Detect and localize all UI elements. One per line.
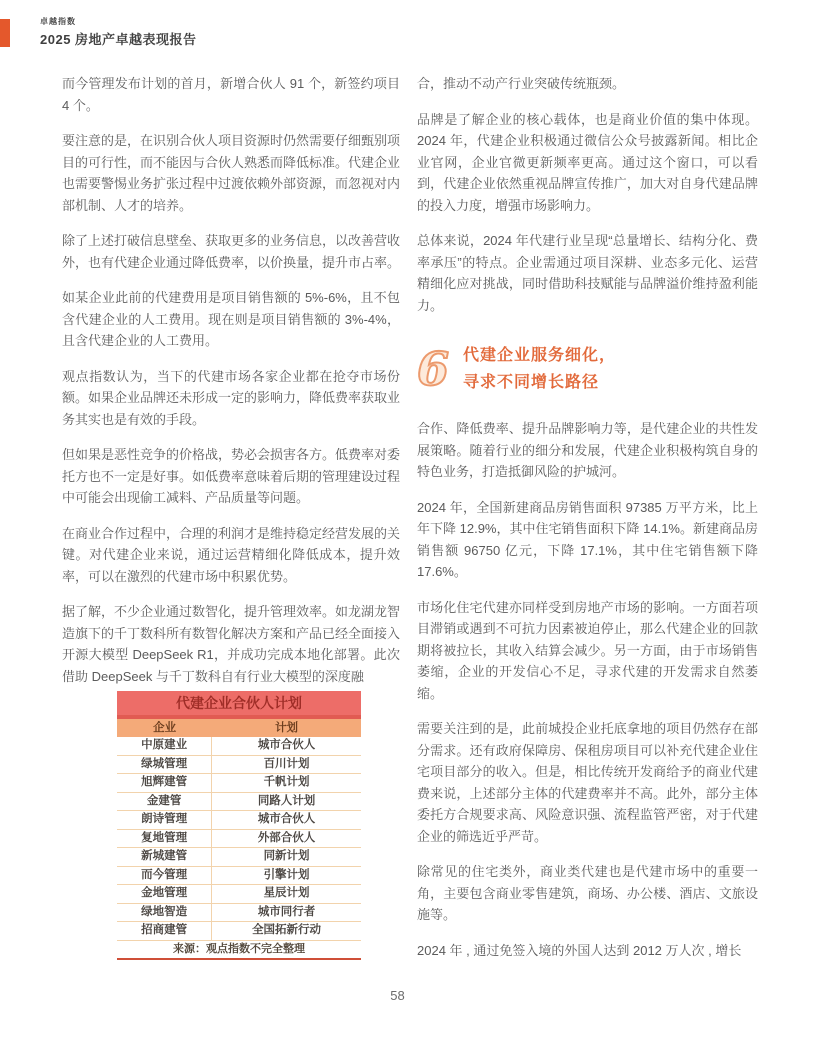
- table-row: [117, 774, 361, 793]
- table-header-company: 企业: [153, 722, 177, 734]
- paragraph: 2024 年 , 通过免签入境的外国人达到 2012 万人次 , 增长: [417, 942, 742, 958]
- table-row: [117, 756, 361, 775]
- table-cell-company: 招商建管: [117, 922, 212, 940]
- paragraph: 除常见的住宅类外，商业类代建也是代建市场中的重要一角，主要包含商业零售建筑，商场、办公楼、酒店、文旅设施等。: [417, 864, 758, 922]
- table-cell-company: 绿地智造: [117, 904, 212, 922]
- paragraph: 在商业合作过程中，合理的利润才是维持稳定经营发展的关键。对代建企业来说，通过运营精细化降低成本，提升效率，可以在激烈的代建市场中积累优势。: [62, 525, 401, 584]
- table-cell-company: 旭辉建管: [117, 774, 212, 792]
- table-cell-plan: 星辰计划: [263, 887, 310, 899]
- paragraph: 品牌是了解企业的核心载体，也是商业价值的集中体现。2024 年，代建企业积极通过微信公众号披露新闻。相比企业官网，企业官微更新频率更高。通过这个窗口，可以看到，代建企业依然重视品牌宣传推广，加大对自身代建品牌的投入力度，增强市场影响力。: [417, 111, 758, 213]
- brand-series-label: 卓越指数: [40, 17, 76, 26]
- paragraph: 需要关注到的是，此前城投企业托底拿地的项目仍然存在部分需求。还有政府保障房、保租房项目可以补充代建企业住宅项目部分的收入。但是，相比传统开发商给予的商业代建费来说，上述部分主体的代建费率并不高。此外，部分主体委托方合规要求高、风险意识强、流程监管严密，对于代建企业的筛选近乎严苛。: [417, 721, 758, 844]
- right-column: [417, 73, 758, 975]
- table-header-row: [117, 719, 361, 737]
- table-row: [117, 737, 361, 756]
- paragraph: 市场化住宅代建亦同样受到房地产市场的影响。一方面若项目滞销或遇到不可抗力因素被迫停止，那么代建企业的回款期将被拉长，其收入结算会减少。另一方面，由于市场销售萎缩，企业的开发信心不足，寻求代建的开发需求自然萎缩。: [417, 599, 758, 701]
- table-cell-company: 中原建业: [117, 737, 212, 755]
- paragraph: 据了解，不少企业通过数智化，提升管理效率。如龙湖龙智造旗下的千丁数科所有数智化解决方案和产品已经全面接入开源大模型 DeepSeek R1，并成功完成本地化部署。此次借助 DeepSeek 与千丁数科自有行业大模型的深度融: [62, 604, 401, 684]
- table-row: [117, 922, 361, 941]
- table-row: [117, 885, 361, 904]
- page-number: 58: [390, 988, 405, 1003]
- table-cell-company: 而今管理: [117, 867, 212, 885]
- left-column: [62, 73, 400, 701]
- paragraph: 但如果是恶性竞争的价格战，势必会损害各方。低费率对委托方也不一定是好事。如低费率意味着后期的管理建设过程中可能会出现偷工减料、产品质量等问题。: [62, 447, 401, 505]
- table-cell-plan: 引擎计划: [263, 868, 310, 881]
- paragraph: 观点指数认为，当下的代建市场各家企业都在抢夺市场份额。如果企业品牌还未形成一定的影响力，降低费率获取业务其实也是有效的手段。: [62, 368, 401, 427]
- paragraph: 2024 年，全国新建商品房销售面积 97385 万平方米，比上年下降 12.9%，其中住宅销售面积下降 14.1%。新建商品房销售额 96750 亿元，下降 17.1%，其中住宅销售额下降 17.6%。: [417, 499, 758, 579]
- paragraph: 总体来说，2024 年代建行业呈现“总量增长、结构分化、费率承压”的特点。企业需通过项目深耕、业态多元化、运营精细化应对挑战，同时借助科技赋能与品牌溢价维持盈利能力。: [417, 233, 758, 313]
- paragraph: 而今管理发布计划的首月，新增合伙人 91 个，新签约项目 4 个。: [62, 76, 400, 113]
- report-header: [40, 16, 197, 48]
- table-row: [117, 811, 361, 830]
- paragraph: 合，推动不动产行业突破传统瓶颈。: [417, 76, 626, 91]
- table-cell-plan: 城市同行者: [257, 905, 316, 918]
- table-row: [117, 848, 361, 867]
- table-cell-plan: 外部合伙人: [257, 831, 316, 844]
- report-title: 2025 房地产卓越表现报告: [40, 32, 197, 47]
- table-cell-company: 金地管理: [117, 885, 212, 903]
- paragraph: 除了上述打破信息壁垒、获取更多的业务信息，以改善营收外，也有代建企业通过降低费率，以价换量，提升市占率。: [62, 233, 401, 270]
- table-title: 代建企业合伙人计划: [117, 691, 361, 719]
- table-cell-company: 朗诗管理: [117, 811, 212, 829]
- table-cell-plan: 城市合伙人: [257, 739, 316, 751]
- table-cell-company: 复地管理: [117, 830, 212, 848]
- paragraph: 合作、降低费率、提升品牌影响力等，是代建企业的共性发展策略。随着行业的细分和发展，代建企业积极构筑自身的特色业务，打造抵御风险的护城河。: [417, 421, 758, 479]
- table-source-note: 来源：观点指数不完全整理: [117, 941, 361, 960]
- table-row: [117, 830, 361, 849]
- section-title-line2: 寻求不同增长路径: [463, 374, 600, 391]
- section-heading: [417, 342, 758, 396]
- table-cell-plan: 同路人计划: [257, 794, 316, 807]
- table-cell-plan: 全国拓新行动: [252, 924, 322, 936]
- table-cell-plan: 千帆计划: [263, 776, 310, 788]
- table-cell-company: 新城建管: [117, 848, 212, 866]
- table-cell-plan: 城市合伙人: [257, 813, 316, 825]
- table-row: [117, 904, 361, 923]
- table-cell-company: 金建管: [117, 793, 212, 811]
- table-cell-company: 绿城管理: [117, 756, 212, 774]
- section-title: [463, 342, 616, 396]
- section-title-line1: 代建企业服务细化，: [463, 347, 617, 364]
- table-row: [117, 793, 361, 812]
- paragraph: 要注意的是，在识别合伙人项目资源时仍然需要仔细甄别项目的可行性，而不能因与合伙人熟悉而降低标准。代建企业也需要警惕业务扩张过程中过渡依赖外部资源，而忽视对内部机制、人才的培养。: [62, 133, 401, 213]
- table-header-plan: 计划: [275, 722, 299, 734]
- brand-accent-bar: [0, 19, 10, 47]
- table-cell-plan: 百川计划: [263, 757, 310, 770]
- table-cell-plan: 同新计划: [263, 850, 310, 862]
- section-number: 6: [417, 342, 450, 396]
- table-row: [117, 867, 361, 886]
- paragraph: 如某企业此前的代建费用是项目销售额的 5%-6%，且不包含代建企业的人工费用。现在则是项目销售额的 3%-4%，且含代建企业的人工费用。: [62, 290, 400, 348]
- partner-plan-table: [117, 691, 361, 960]
